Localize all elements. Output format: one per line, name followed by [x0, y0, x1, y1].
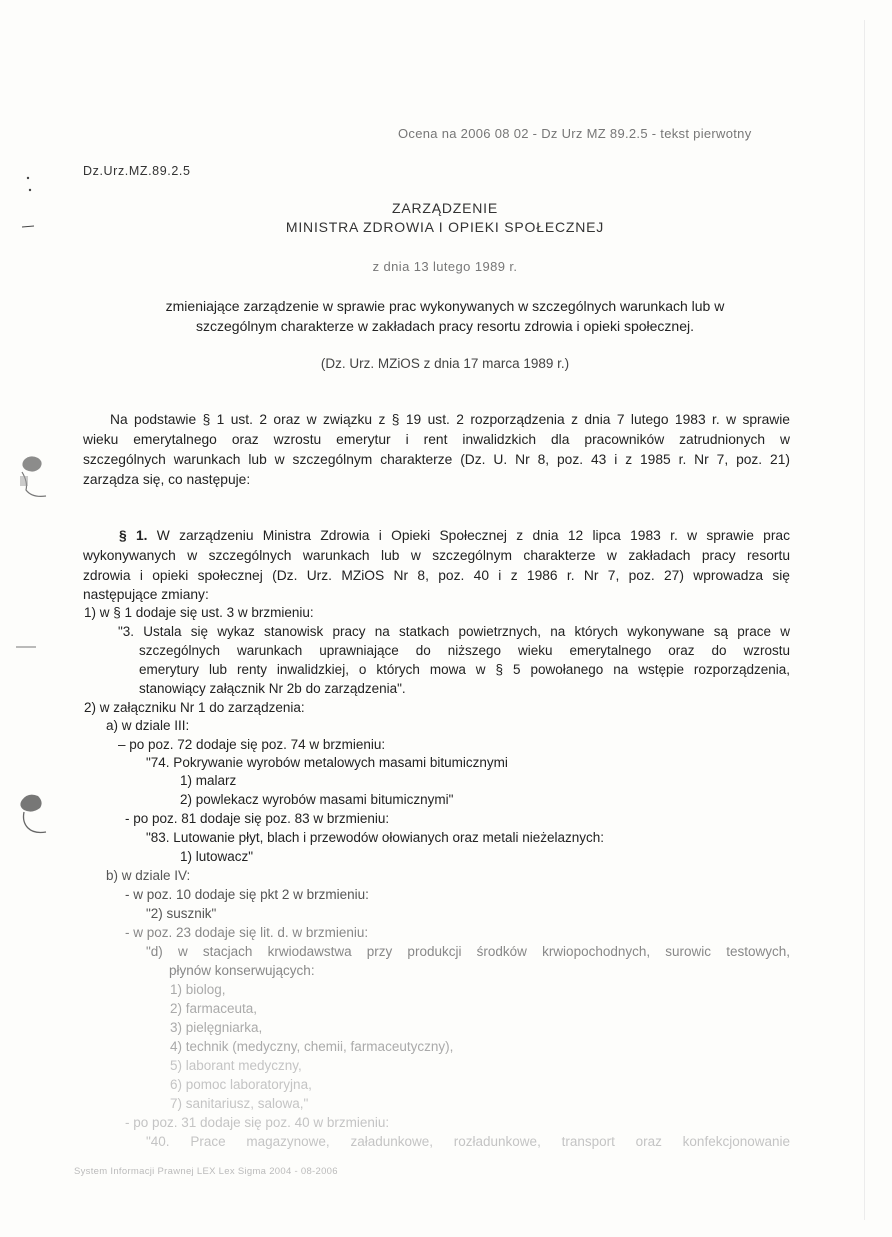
section-1-line-2: wykonywanych w szczególnych warunkach lub w szczególnym charakterze w zakładach pracy resortu: [83, 548, 790, 563]
list-item: 3) pielęgniarka,: [170, 1020, 263, 1035]
preamble-line-3: szczególnych warunkach lub w szczególnym charakterze (Dz. U. Nr 8, poz. 43 i z 1985 r. Nr 7, poz. 21): [83, 452, 790, 467]
item-2b-3: - po poz. 31 dodaje się poz. 40 w brzmieniu:: [125, 1115, 390, 1130]
preamble-line-4: zarządza się, co następuje:: [83, 472, 251, 487]
item-2b-3-quote: "40. Prace magazynowe, załadunkowe, rozładunkowe, transport oraz konfekcjonowanie: [146, 1134, 790, 1149]
document-id: Dz.Urz.MZ.89.2.5: [83, 164, 191, 178]
list-item: 7) sanitariusz, salowa,": [170, 1096, 309, 1111]
section-1-line-4: następujące zmiany:: [83, 587, 209, 602]
item-2b-2-quote-line-1: "d) w stacjach krwiodawstwa przy produkcji środków krwiopochodnych, surowic testowych,: [146, 944, 790, 959]
list-item: 5) laborant medyczny,: [170, 1058, 302, 1073]
list-item: 4) technik (medyczny, chemii, farmaceutyczny),: [170, 1039, 454, 1054]
scan-stamp-icon: [16, 452, 52, 500]
item-2b-2-quote-line-2: płynów konserwujących:: [169, 963, 315, 978]
item-2b-1: - w poz. 10 dodaje się pkt 2 w brzmieniu:: [125, 887, 369, 902]
scan-mark-top: [20, 172, 40, 232]
document-date: z dnia 13 lutego 1989 r.: [372, 259, 518, 274]
page-edge-rule: [864, 20, 865, 1220]
list-item: 6) pomoc laboratoryjna,: [170, 1077, 312, 1092]
item-2a-2-quote: "83. Lutowanie płyt, blach i przewodów ołowianych oraz metali nieżelaznych:: [146, 830, 605, 845]
item-1: 1) w § 1 dodaje się ust. 3 w brzmieniu:: [84, 605, 314, 620]
publication-reference: (Dz. Urz. MZiOS z dnia 17 marca 1989 r.): [320, 356, 570, 371]
item-2b: b) w dziale IV:: [106, 868, 191, 883]
item-2b-1-quote: "2) susznik": [146, 906, 217, 921]
item-1-quote-line-4: stanowiący załącznik Nr 2b do zarządzenia".: [139, 681, 406, 696]
list-item: 2) farmaceuta,: [170, 1001, 258, 1016]
preamble-line-2: wieku emerytalnego oraz wzrostu emerytur i rent inwalidzkich dla pracowników zatrudnionych w: [83, 432, 790, 447]
section-1-label: § 1.: [119, 528, 148, 543]
page-footer: System Informacji Prawnej LEX Lex Sigma 2004 - 08-2006: [74, 1166, 338, 1177]
document-status-line: Ocena na 2006 08 02 - Dz Urz MZ 89.2.5 - tekst pierwotny: [398, 126, 752, 141]
scan-stamp-icon-2: [14, 790, 50, 840]
item-2a-2: - po poz. 81 dodaje się poz. 83 w brzmieniu:: [125, 811, 390, 826]
item-2: 2) w załączniku Nr 1 do zarządzenia:: [84, 700, 305, 715]
item-1-quote-line-1: "3. Ustala się wykaz stanowisk pracy na statkach powietrznych, na których wykonywane są prace w: [118, 624, 790, 639]
document-type-heading: ZARZĄDZENIE: [391, 200, 499, 216]
item-2a-1-quote: "74. Pokrywanie wyrobów metalowych masami bitumicznymi: [146, 755, 508, 770]
subject-line-1: zmieniające zarządzenie w sprawie prac wykonywanych w szczególnych warunkach lub w: [165, 298, 725, 314]
section-1-line-3: zdrowia i opieki społecznej (Dz. Urz. MZiOS Nr 8, poz. 40 i z 1986 r. Nr 7, poz. 27) wprowadza się: [83, 568, 790, 583]
section-1-line-1: § 1. W zarządzeniu Ministra Zdrowia i Opieki Społecznej z dnia 12 lipca 1983 r. w sprawie prac: [119, 528, 791, 543]
item-2a-1-point-2: 2) powlekacz wyrobów masami bitumicznymi": [180, 792, 454, 807]
item-2b-2: - w poz. 23 dodaje się lit. d. w brzmieniu:: [125, 925, 369, 940]
item-1-quote-line-2: szczególnych warunkach uprawniające do niższego wieku emerytalnego oraz do wzrostu: [139, 643, 790, 658]
item-2a-1-point-1: 1) malarz: [180, 773, 237, 788]
item-2a-2-point-1: 1) lutowacz": [180, 849, 254, 864]
preamble-line-1: Na podstawie § 1 ust. 2 oraz w związku z § 19 ust. 2 rozporządzenia z dnia 7 lutego 1983 r. w sprawie: [110, 412, 790, 427]
item-1-quote-line-3: emerytury lub renty inwalidzkiej, o których mowa w § 5 powołanego na wstępie rozporządzenia,: [139, 662, 790, 677]
issuer-heading: MINISTRA ZDROWIA I OPIEKI SPOŁECZNEJ: [285, 219, 605, 235]
item-2a-1: – po poz. 72 dodaje się poz. 74 w brzmieniu:: [118, 737, 386, 752]
item-2a: a) w dziale III:: [106, 718, 190, 733]
scan-dash-mark: [14, 644, 38, 650]
list-item: 1) biolog,: [170, 982, 226, 997]
subject-line-2: szczególnym charakterze w zakładach pracy resortu zdrowia i opieki społecznej.: [196, 318, 694, 334]
